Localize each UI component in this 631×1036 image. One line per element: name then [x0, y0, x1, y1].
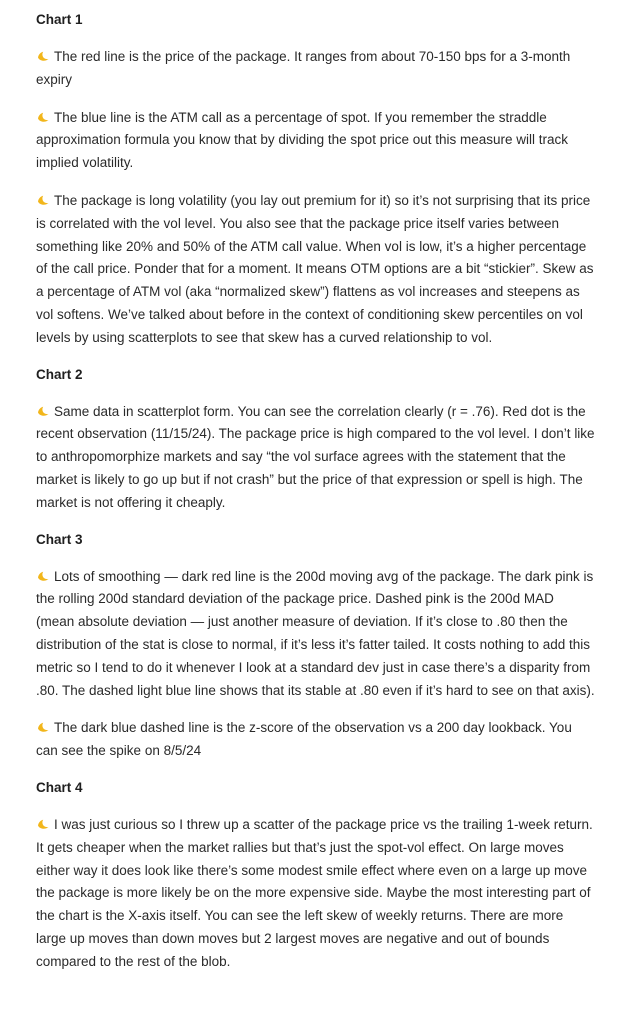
moon-icon — [36, 817, 52, 831]
moon-icon — [36, 720, 52, 734]
paragraph — [36, 46, 595, 92]
paragraph-text: I was just curious so I threw up a scatter of the package price vs the trailing 1-week return. It gets cheaper when the market rallies but that’s just the spot-vol effect. On large moves either way it does look like there’s some modest smile effect where even on a large up move the package is more likely be on the more expensive side. Maybe the most interesting part of the chart is the X-axis itself. You can see the left skew of weekly returns. There are more large up moves than down moves but 2 largest moves are negative and out of bounds compared to the rest of the blob. — [36, 816, 593, 969]
paragraph-text: The package is long volatility (you lay out premium for it) so it’s not surprising that its price is correlated with the vol level. You also see that the package price itself varies between something like 20% and 50% of the ATM call value. When vol is low, it’s a higher percentage of the call price. Ponder that for a moment. It means OTM options are a bit “stickier”. Skew as a percentage of ATM vol (aka “normalized skew”) flattens as vol increases and steepens as vol softens. We’ve talked about before in the context of conditioning skew percentiles on vol levels by using scatterplots to see that skew has a curved relationship to vol. — [36, 192, 594, 345]
paragraph-text: The red line is the price of the package. It ranges from about 70-150 bps for a 3-month expiry — [36, 49, 571, 87]
paragraph — [36, 401, 595, 515]
moon-icon — [36, 49, 52, 63]
paragraph — [36, 190, 595, 350]
paragraph-text: Same data in scatterplot form. You can see the correlation clearly (r = .76). Red dot is the recent observation (11/15/24). The package price is high compared to the vol level. I don’t like to anthropomorphize markets and say “the vol surface agrees with the statement that the market is likely to go up but if not crash” but the price of that expression or spell is high. The market is not offering it cheaply. — [36, 403, 595, 510]
moon-icon — [36, 193, 52, 207]
paragraph — [36, 814, 595, 974]
moon-icon — [36, 569, 52, 583]
paragraph — [36, 566, 595, 703]
paragraph — [36, 107, 595, 175]
paragraph — [36, 717, 595, 763]
paragraph-text: The blue line is the ATM call as a percentage of spot. If you remember the straddle approximation formula you know that by dividing the spot price out this measure will track implied volatility. — [36, 109, 569, 171]
paragraph-text: The dark blue dashed line is the z-score of the observation vs a 200 day lookback. You can see the spike on 8/5/24 — [36, 720, 572, 759]
section-heading-chart-4: Chart 4 — [36, 779, 83, 795]
section-heading-chart-3: Chart 3 — [36, 531, 83, 547]
paragraph-text: Lots of smoothing — dark red line is the 200d moving avg of the package. The dark pink is the rolling 200d standard deviation of the package price. Dashed pink is the 200d MAD (mean absolute deviation — just another measure of deviation. If it’s close to .80 then the distribution of the stat is close to normal, if it’s less it’s fatter tailed. It costs nothing to add this metric so I tend to do it whenever I look at a standard dev just in case there’s a disparity from .80. The dashed light blue line shows that its stable at .80 even if it’s hard to see on that axis). — [36, 568, 595, 698]
section-heading-chart-2: Chart 2 — [36, 366, 83, 382]
moon-icon — [36, 110, 52, 124]
moon-icon — [36, 404, 52, 418]
section-heading-chart-1: Chart 1 — [36, 12, 83, 27]
